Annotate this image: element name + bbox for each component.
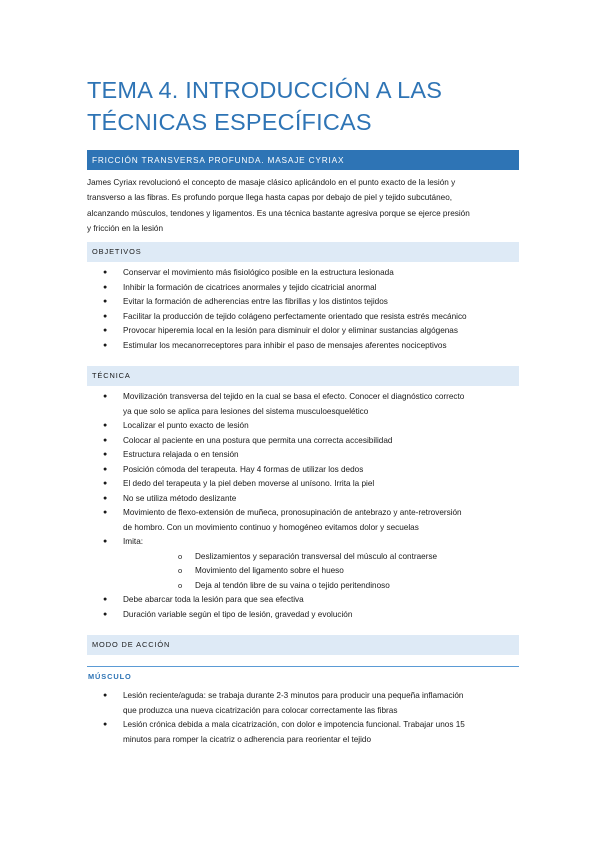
list-item [87,339,519,354]
bullet-icon: ● [103,298,108,305]
sub-list-item-text: Deja al tendón libre de su vaina o tejido peritendinoso [195,580,390,590]
list-item-text: Facilitar la producción de tejido colágeno perfectamente orientado que resista estrés mecánico [123,311,467,321]
tecnica-list [87,390,519,622]
list-item [87,310,519,325]
bullet-icon: ● [103,341,108,349]
intro-line: James Cyriax revolucionó el concepto de masaje clásico aplicándolo en el punto exacto de la lesión y [87,178,456,187]
list-item [87,281,519,296]
bullet-icon: ● [103,283,108,291]
list-item-text-cont: de hombro. Con un movimiento continuo y homogéneo evitamos dolor y secuelas [123,522,419,532]
bullet-icon: ● [103,465,108,473]
list-item-text-cont: minutos para romper la cicatriz o adherencia para reorientar el tejido [123,734,372,744]
bullet-icon: ● [103,596,108,603]
intro-line: transverso a las fibras. Es profundo porque llega hasta capas por debajo de piel y tejido subcutáneo, [87,193,453,203]
list-item-text: Estimular los mecanorreceptores para inhibir el paso de mensajes aferentes nociceptivos [123,340,447,350]
list-item-text: Movilización transversa del tejido en la cual se basa el efecto. Conocer el diagnóstico correcto [123,392,465,401]
list-item [87,593,519,608]
imita-sublist [123,550,519,594]
page-title-line-2: TÉCNICAS ESPECÍFICAS [87,109,372,135]
sub-list-item-text: Movimiento del ligamento sobre el hueso [195,566,344,575]
bullet-icon: ● [103,269,108,276]
bullet-icon: ● [103,721,108,728]
list-item-text: Provocar hiperemia local en la lesión para disminuir el dolor y eliminar sustancias algógenas [123,326,458,335]
list-item [87,390,519,419]
section-heading-objetivos: OBJETIVOS [87,242,519,262]
modo-list [87,689,519,747]
subsection-heading-musculo: MÚSCULO [88,672,132,681]
sub-list-item [123,579,519,594]
list-item [87,535,519,593]
list-item-text-cont: que produzca una nueva cicatrización para colocar correctamente las fibras [123,705,398,715]
list-item-text: No se utiliza método deslizante [123,493,237,503]
sub-bullet-icon: o [178,551,183,561]
bullet-icon: ● [103,610,108,618]
section-heading-friccion: FRICCIÓN TRANSVERSA PROFUNDA. MASAJE CYRIAX [87,150,519,170]
intro-line: alcanzando músculos, tendones y ligamentos. Es una técnica bastante agresiva porque se ejerce presión [87,208,470,218]
sub-list-item [123,564,519,579]
bullet-icon: ● [103,494,108,502]
list-item-text: Localizar el punto exacto de lesión [123,421,249,430]
list-item [87,266,519,281]
list-item-text: Debe abarcar toda la lesión para que sea efectiva [123,595,304,604]
bullet-icon: ● [103,422,108,429]
list-item [87,506,519,535]
list-item-text-cont: ya que solo se aplica para lesiones del sistema musculoesquelético [123,406,369,416]
page-title-line-1: TEMA 4. INTRODUCCIÓN A LAS [87,77,443,103]
bullet-icon: ● [103,692,108,699]
sub-bullet-icon: o [178,580,183,590]
list-item [87,689,519,718]
intro-line: y fricción en la lesión [87,223,163,233]
bullet-icon: ● [103,480,108,487]
list-item [87,434,519,449]
list-item-text: Evitar la formación de adherencias entre las fibrillas y los distintos tejidos [123,297,388,306]
list-item-text: Movimiento de flexo-extensión de muñeca, pronosupinación de antebrazo y ante-retroversión [123,508,462,517]
bullet-icon: ● [103,312,108,320]
list-item-text: Lesión reciente/aguda: se trabaja durante 2-3 minutos para producir una pequeña inflamación [123,691,464,700]
list-item-text: Conservar el movimiento más fisiológico posible en la estructura lesionada [123,268,394,277]
sub-bullet-icon: o [178,566,183,575]
list-item [87,419,519,434]
bullet-icon: ● [103,538,108,545]
bullet-icon: ● [103,451,108,458]
list-item [87,295,519,310]
list-item-text: Colocar al paciente en una postura que permita una correcta accesibilidad [123,435,393,445]
list-item-text: El dedo del terapeuta y la piel deben moverse al unísono. Irrita la piel [123,479,375,488]
list-item [87,477,519,492]
intro-paragraph [87,175,519,236]
list-item [87,718,519,747]
list-item-text: Lesión crónica debida a mala cicatrización, con dolor e impotencia funcional. Trabajar unos 15 [123,720,465,729]
objetivos-list [87,266,519,353]
list-item-text: Duración variable según el tipo de lesión, gravedad y evolución [123,609,353,619]
bullet-icon: ● [103,436,108,444]
sub-list-item [123,550,519,565]
page-title [87,74,519,138]
bullet-icon: ● [103,509,108,516]
section-heading-modo-de-accion: MODO DE ACCIÓN [87,635,519,655]
bullet-icon: ● [103,327,108,334]
list-item [87,492,519,507]
list-item-text: Posición cómoda del terapeuta. Hay 4 formas de utilizar los dedos [123,464,364,474]
sub-list-item-text: Deslizamientos y separación transversal del músculo al contraerse [195,551,438,561]
list-item-text: Inhibir la formación de cicatrices anormales y tejido cicatricial anormal [123,282,377,292]
section-heading-tecnica: TÉCNICA [87,366,519,386]
list-item [87,463,519,478]
list-item [87,324,519,339]
list-item [87,608,519,623]
list-item-text: Estructura relajada o en tensión [123,450,239,459]
list-item-text: Imita: [123,537,144,546]
subsection-rule [87,666,519,667]
bullet-icon: ● [103,393,108,400]
list-item [87,448,519,463]
